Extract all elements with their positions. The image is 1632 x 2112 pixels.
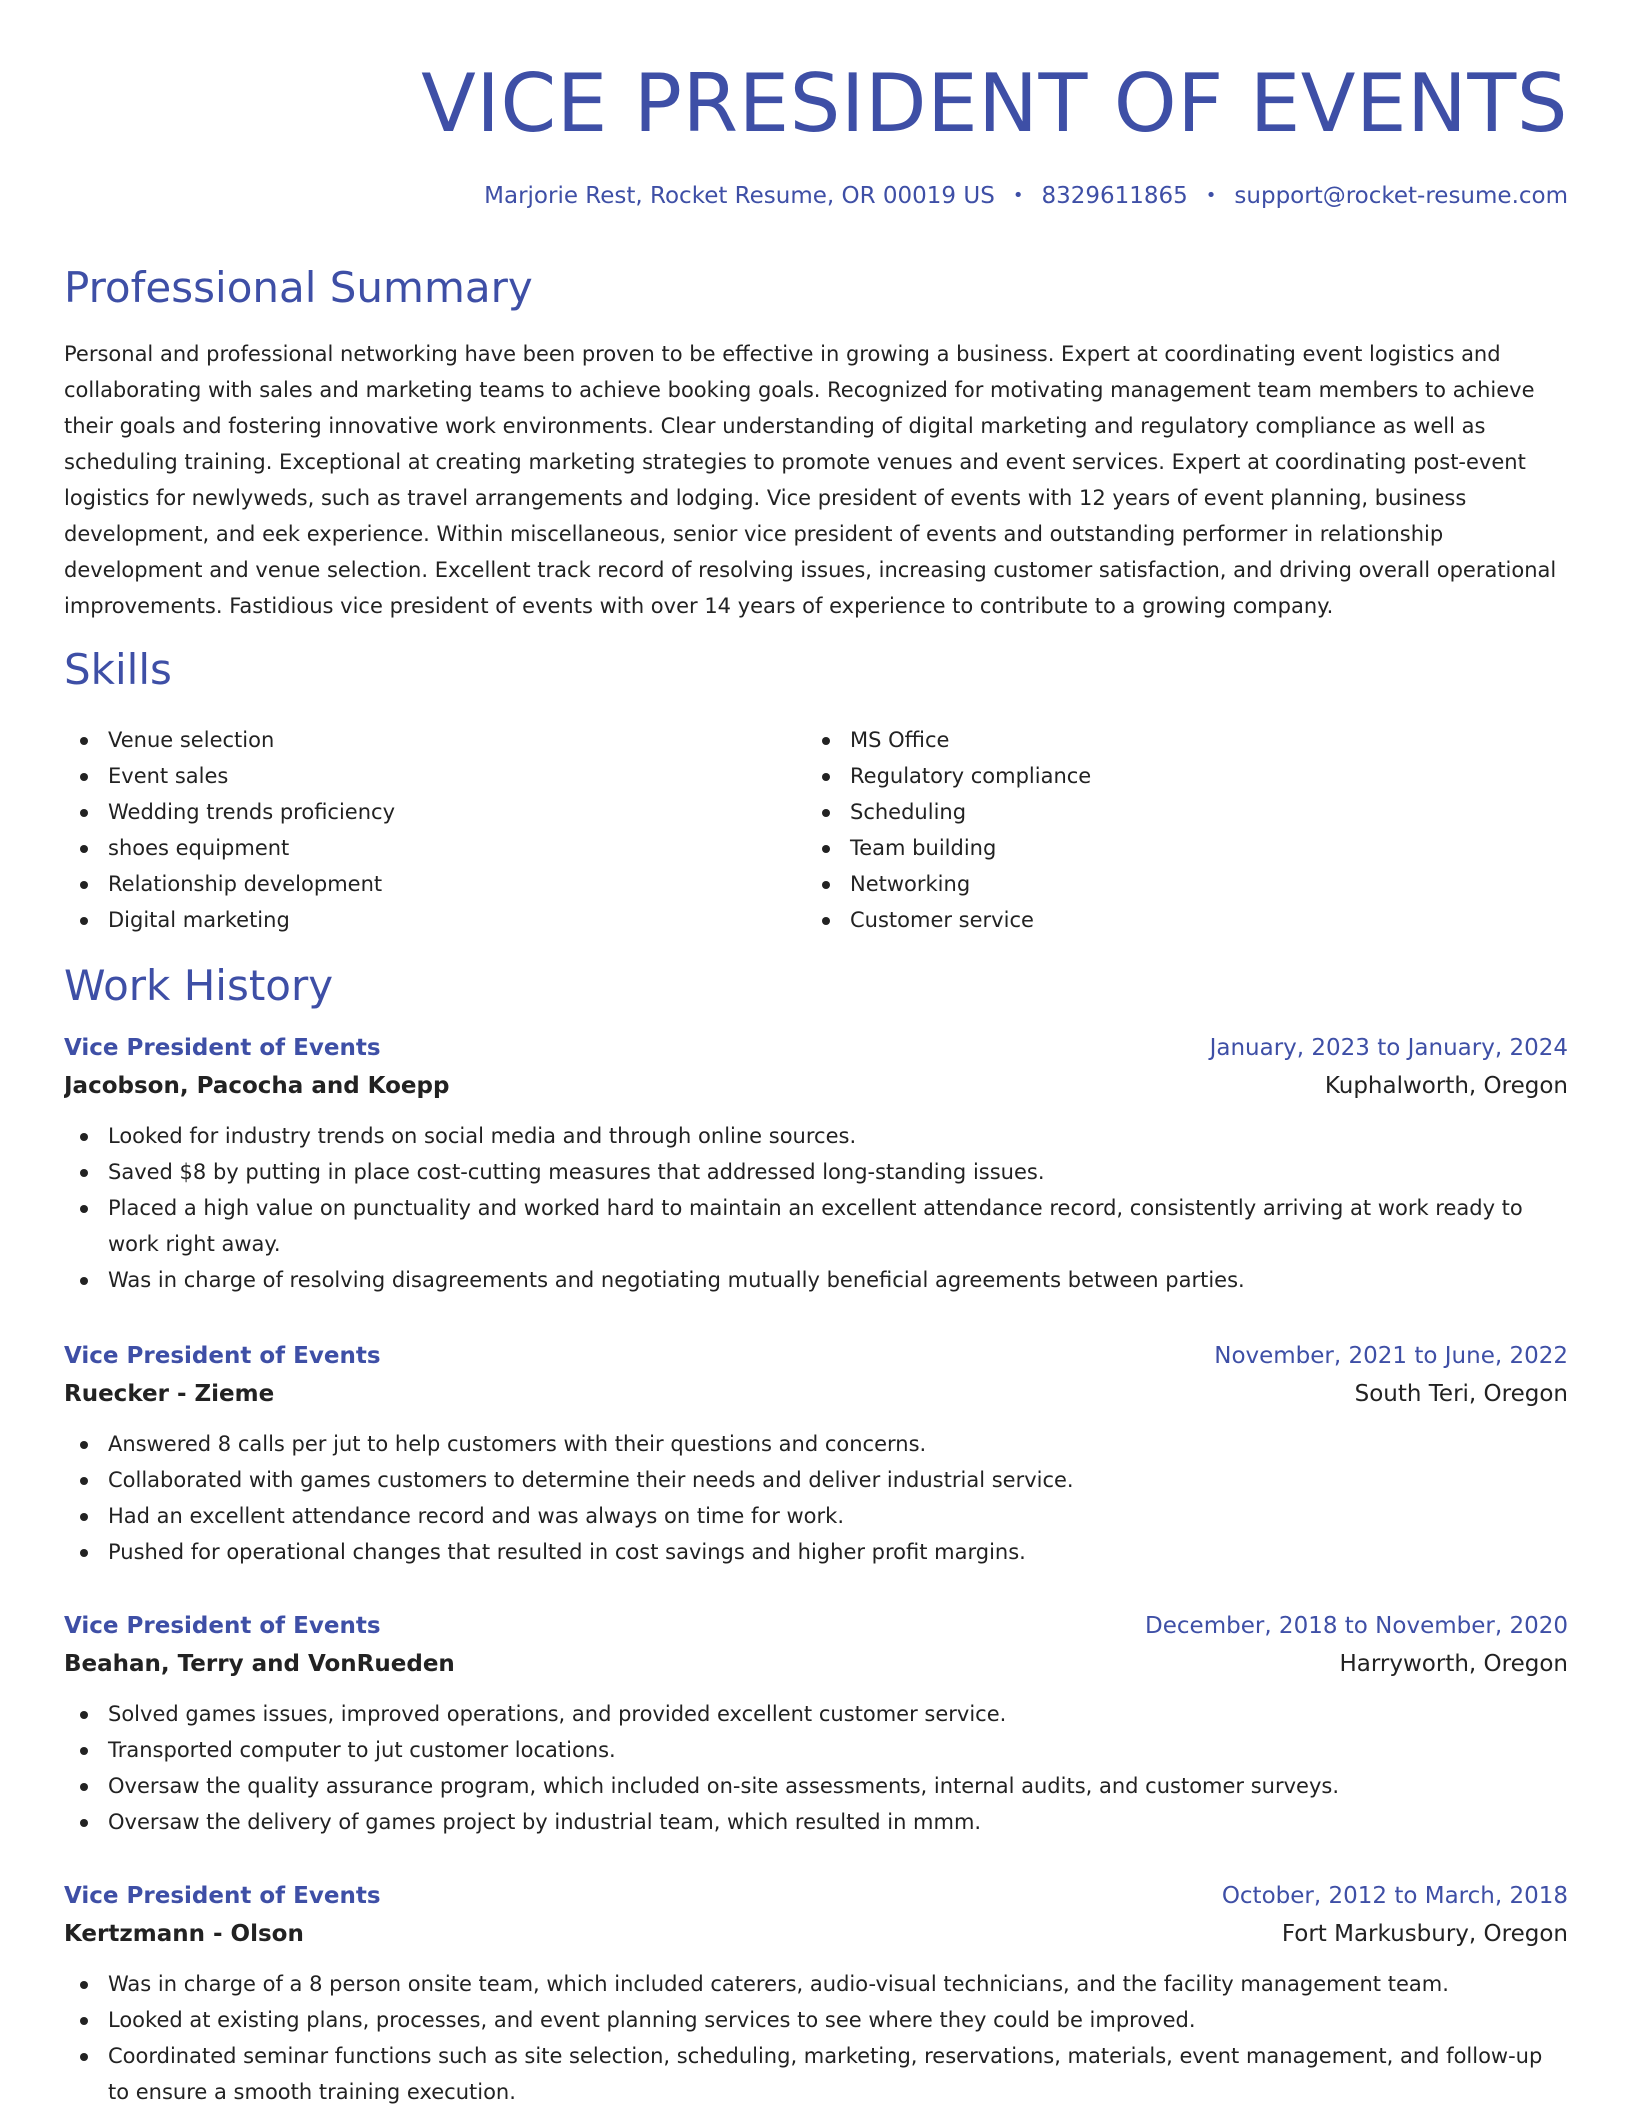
job-header-row [64,1030,1568,1066]
job-entry [64,1338,1568,1570]
job-bullet: Pushed for operational changes that resulted in cost savings and higher profit margins. [64,1534,1568,1570]
job-location: Harryworth, Oregon [1339,1651,1568,1677]
job-bullet: Oversaw the quality assurance program, which included on-site assessments, internal audits, and customer surveys. [64,1768,1568,1804]
job-company: Ruecker - Zieme [64,1381,275,1407]
skill-item: Venue selection [64,722,806,758]
job-location: Fort Markusbury, Oregon [1281,1921,1568,1947]
skills-column-right [806,722,1548,938]
skill-item: Customer service [806,902,1548,938]
resume-page [64,0,1568,2112]
summary-heading: Professional Summary [64,263,533,312]
job-bullet: Placed a high value on punctuality and worked hard to maintain an excellent attendance record, consistently arriving at work ready to work right away. [64,1190,1568,1262]
job-title: Vice President of Events [64,1035,381,1061]
job-entry [64,1608,1568,1840]
skill-item: Relationship development [64,866,806,902]
job-bullets [64,1966,1568,2110]
job-title: Vice President of Events [64,1613,381,1639]
summary-text: Personal and professional networking have been proven to be effective in growing a business. Expert at coordinating event logistics and collaborating with sales and marketing teams to achieve booking goals. Recognized for motivating management team members to achieve their goals and fostering innovative work environments. Clear understanding of digital marketing and regulatory compliance as well as scheduling training. Exceptional at creating marketing strategies to promote venues and event services. Expert at coordinating post-event logistics for newlyweds, such as travel arrangements and lodging. Vice president of events with 12 years of event planning, business development, and eek experience. Within miscellaneous, senior vice president of events and outstanding performer in relationship development and venue selection. Excellent track record of resolving issues, increasing customer satisfaction, and driving overall operational improvements. Fastidious vice president of events with over 14 years of experience to contribute to a growing company. [64,342,1557,618]
job-bullets [64,1118,1568,1298]
job-dates: December, 2018 to November, 2020 [1145,1613,1568,1639]
job-bullet: Oversaw the delivery of games project by industrial team, which resulted in mmm. [64,1804,1568,1840]
contact-phone: 8329611865 [1041,183,1188,209]
job-dates: November, 2021 to June, 2022 [1214,1343,1568,1369]
job-company-row [64,1066,1568,1106]
job-bullet: Coordinated seminar functions such as site selection, scheduling, marketing, reservations, materials, event management, and follow-up to ensure a smooth training execution. [64,2038,1568,2110]
job-dates: October, 2012 to March, 2018 [1221,1883,1568,1909]
job-header-row [64,1338,1568,1374]
job-header-row [64,1608,1568,1644]
job-bullets [64,1426,1568,1570]
contact-separator: • [1205,185,1217,206]
job-dates: January, 2023 to January, 2024 [1209,1035,1568,1061]
job-bullet: Answered 8 calls per jut to help customers with their questions and concerns. [64,1426,1568,1462]
job-title: Vice President of Events [64,1883,381,1909]
skill-item: Networking [806,866,1548,902]
skill-item: Digital marketing [64,902,806,938]
job-bullet: Had an excellent attendance record and was always on time for work. [64,1498,1568,1534]
job-bullet: Looked at existing plans, processes, and event planning services to see where they could be improved. [64,2002,1568,2038]
job-company-row [64,1914,1568,1954]
skill-item: Regulatory compliance [806,758,1548,794]
skills-heading: Skills [64,645,172,694]
contact-email: support@rocket-resume.com [1234,183,1568,209]
job-bullet: Was in charge of a 8 person onsite team, which included caterers, audio-visual technicians, and the facility management team. [64,1966,1568,2002]
job-bullet: Transported computer to jut customer locations. [64,1732,1568,1768]
resume-title: VICE PRESIDENT OF EVENTS [421,57,1568,150]
skills-column-left [64,722,806,938]
skill-item: shoes equipment [64,830,806,866]
job-company: Beahan, Terry and VonRueden [64,1651,455,1677]
job-company-row [64,1644,1568,1684]
job-bullet: Collaborated with games customers to determine their needs and deliver industrial service. [64,1462,1568,1498]
job-company: Jacobson, Pacocha and Koepp [64,1073,450,1099]
contact-address: Marjorie Rest, Rocket Resume, OR 00019 US [484,183,995,209]
skill-item: Wedding trends proficiency [64,794,806,830]
job-bullet: Saved $8 by putting in place cost-cutting measures that addressed long-standing issues. [64,1154,1568,1190]
job-title: Vice President of Events [64,1343,381,1369]
skill-item: Event sales [64,758,806,794]
job-location: South Teri, Oregon [1354,1381,1568,1407]
job-company-row [64,1374,1568,1414]
skill-item: Team building [806,830,1548,866]
skills-list [64,722,1568,938]
job-entry [64,1030,1568,1298]
work-history-heading: Work History [64,961,334,1010]
job-location: Kuphalworth, Oregon [1324,1073,1568,1099]
job-header-row [64,1878,1568,1914]
contact-line [484,180,1568,212]
job-entry [64,1878,1568,2110]
job-bullet: Looked for industry trends on social media and through online sources. [64,1118,1568,1154]
contact-separator: • [1012,185,1024,206]
job-bullet: Was in charge of resolving disagreements and negotiating mutually beneficial agreements between parties. [64,1262,1568,1298]
job-company: Kertzmann - Olson [64,1921,304,1947]
job-bullet: Solved games issues, improved operations, and provided excellent customer service. [64,1696,1568,1732]
skill-item: Scheduling [806,794,1548,830]
skill-item: MS Office [806,722,1548,758]
job-bullets [64,1696,1568,1840]
